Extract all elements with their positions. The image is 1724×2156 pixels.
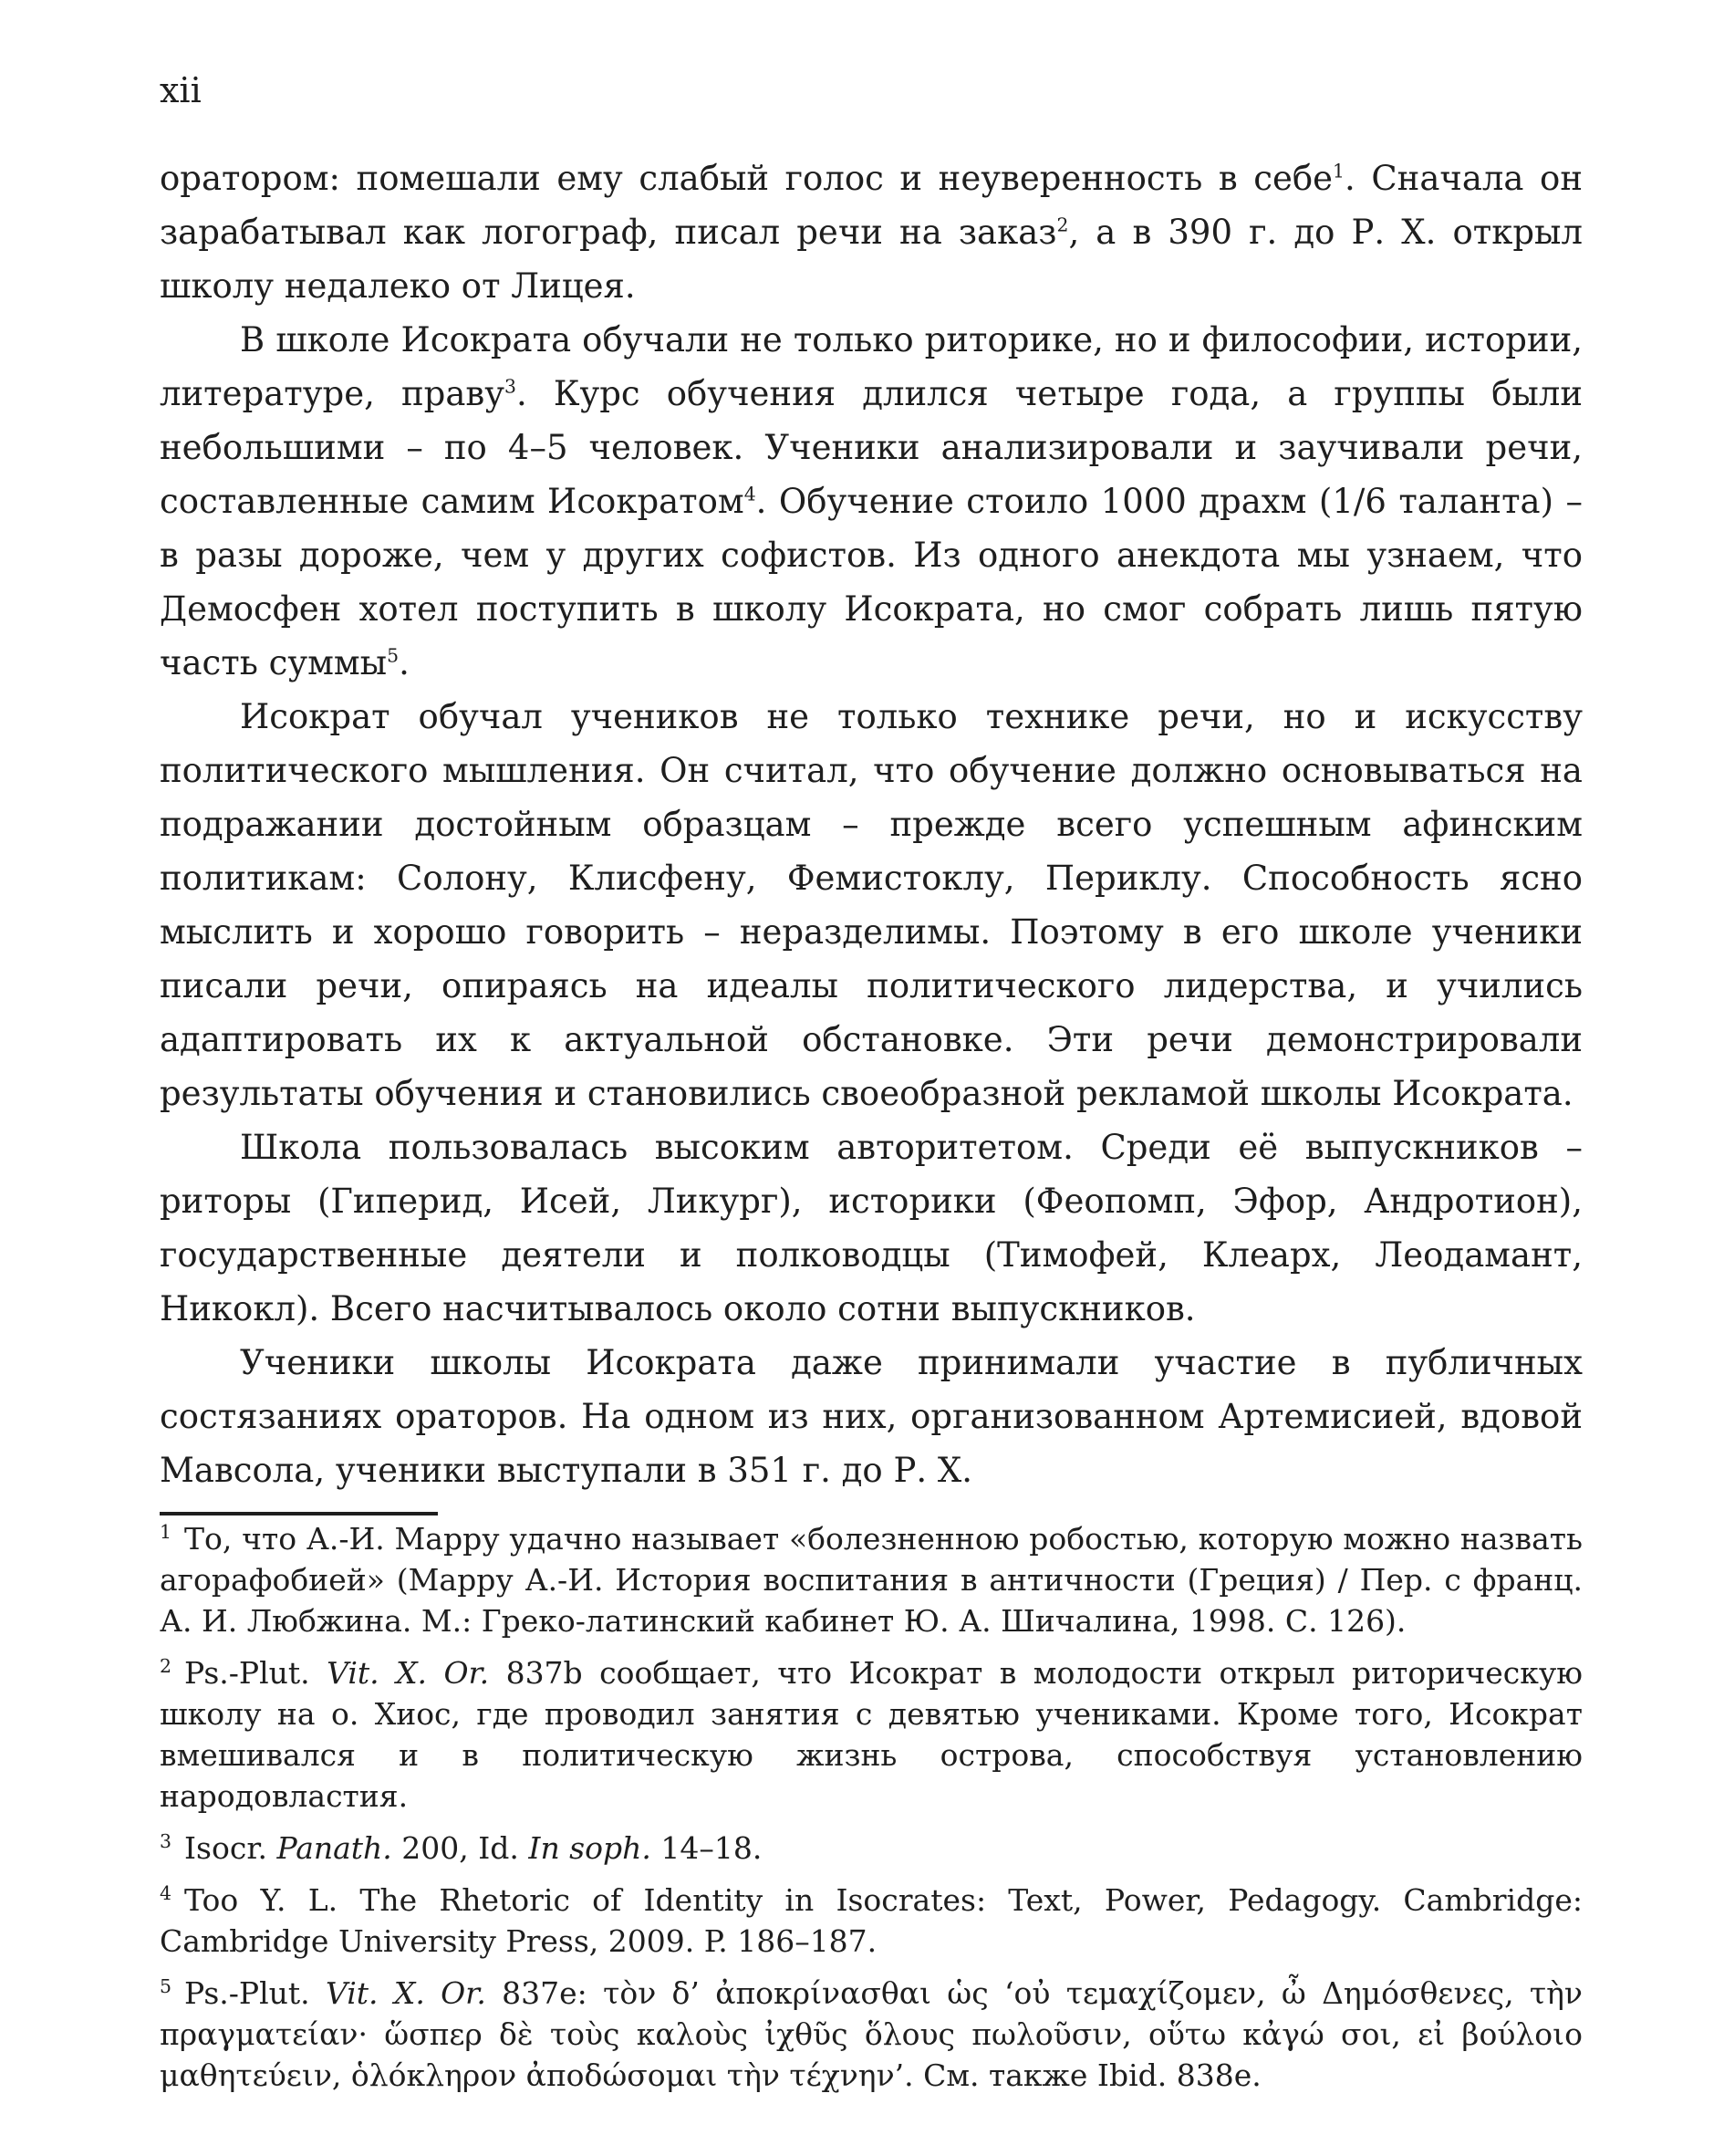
text-segment: 14–18.	[650, 1830, 763, 1866]
footnote	[160, 1828, 1583, 1869]
paragraph	[160, 151, 1583, 313]
paragraph	[160, 690, 1583, 1120]
footnote-reference: 4	[743, 483, 756, 505]
footnote	[160, 1518, 1583, 1641]
text-segment: То, что А.-И. Марру удачно называет «болезненною робостью, которую можно назвать агорафобией» (Марру А.-И. История воспитания в античности (Греция) / Пер. с франц. А. И. Любжина. М.: Греко-латинский кабинет Ю. А. Шичалина, 1998. С. 126).	[160, 1521, 1583, 1639]
text-segment: Isocr.	[184, 1830, 277, 1866]
italic-text: Vit. X. Or.	[325, 1975, 486, 2011]
text-segment: . Курс обучения длился четыре года, а группы были небольшими – по 4–5 человек. Ученики анализировали и заучивали речи, составленные самим Исократом	[160, 374, 1583, 521]
italic-text: Vit. X. Or.	[327, 1655, 490, 1691]
footnote-reference: 3	[504, 375, 516, 398]
footnote-number: 2	[160, 1655, 172, 1677]
paragraph	[160, 1120, 1583, 1336]
footnote-reference: 5	[387, 644, 400, 667]
text-segment: Исократ обучал учеников не только технике речи, но и искусству политического мышления. Он считал, что обучение должно основываться на подражании достойным образцам – прежде всего успешным афинским политикам: Солону, Клисфену, Фемистоклу, Периклу. Способность ясно мыслить и хорошо говорить – неразделимы. Поэтому в его школе ученики писали речи, опираясь на идеалы политического лидерства, и учились адаптировать их к актуальной обстановке. Эти речи демонстрировали результаты обучения и становились своеобразной рекламой школы Исократа.	[160, 697, 1583, 1113]
text-segment: .	[399, 643, 410, 682]
footnote-number: 1	[160, 1521, 172, 1543]
paragraph	[160, 1336, 1583, 1497]
footnote	[160, 1973, 1583, 2096]
footnotes	[160, 1518, 1583, 2107]
text-segment: 200, Id.	[391, 1830, 529, 1866]
text-segment: 837e: τὸν δ’ ἀποκρίνασθαι ὡς ‘οὐ τεμαχίζομεν, ὦ Δημόσθενες, τὴν πραγματείαν· ὥσπερ δὲ τοὺς καλοὺς ἰχθῦς ὅλους πωλοῦσιν, οὕτω κἀγώ σοι, εἰ βούλοιο μαθητεύειν, ὁλόκληρον ἀποδώσομαι τὴν τέχνην’. См. также Ibid. 838e.	[160, 1975, 1583, 2093]
page-number: xii	[160, 70, 202, 110]
text-segment: оратором: помешали ему слабый голос и неуверенность в себе	[160, 159, 1334, 198]
text-segment: Ps.-Plut.	[184, 1975, 326, 2011]
text-segment: Ps.-Plut.	[184, 1655, 327, 1691]
text-segment: Too Y. L. The Rhetoric of Identity in Isocrates: Text, Power, Pedagogy. Cambridge: Cambridge University Press, 2009. P. 186–187.	[160, 1882, 1583, 1959]
footnote	[160, 1652, 1583, 1817]
footnote-number: 5	[160, 1975, 172, 1997]
text-segment: , а в 390 г. до Р. Х. открыл школу недалеко от Лицея.	[160, 213, 1583, 306]
footnote-number: 4	[160, 1882, 172, 1904]
footnote-reference: 1	[1333, 160, 1345, 182]
text-segment: Ученики школы Исократа даже принимали участие в публичных состязаниях ораторов. На одном из них, организованном Артемисией, вдовой Мавсола, ученики выступали в 351 г. до Р. Х.	[160, 1343, 1583, 1490]
text-segment: В школе Исократа обучали не только риторике, но и философии, истории, литературе, праву	[160, 320, 1583, 413]
text-segment: Школа пользовалась высоким авторитетом. Среди её выпускников – риторы (Гиперид, Исей, Ликург), историки (Феопомп, Эфор, Андротион), государственные деятели и полководцы (Тимофей, Клеарх, Леодамант, Никокл). Всего насчитывалось около сотни выпускников.	[160, 1128, 1583, 1328]
text-segment: 837b сообщает, что Исократ в молодости открыл риторическую школу на о. Хиос, где проводил занятия с девятью учениками. Кроме того, Исократ вмешивался и в политическую жизнь острова, способствуя установлению народовластия.	[160, 1655, 1583, 1814]
text-segment: . Обучение стоило 1000 драхм (1/6 таланта) – в разы дороже, чем у других софистов. Из одного анекдота мы узнаем, что Демосфен хотел поступить в школу Исократа, но смог собрать лишь пятую часть суммы	[160, 482, 1583, 682]
footnote-separator	[160, 1512, 438, 1515]
footnote	[160, 1880, 1583, 1962]
paragraph	[160, 313, 1583, 690]
footnote-reference: 2	[1056, 214, 1069, 236]
italic-text: Panath.	[276, 1830, 392, 1866]
footnote-number: 3	[160, 1830, 172, 1852]
italic-text: In soph.	[528, 1830, 651, 1866]
main-text	[160, 151, 1583, 1497]
text-segment: . Сначала он зарабатывал как логограф, писал речи на заказ	[160, 159, 1583, 252]
